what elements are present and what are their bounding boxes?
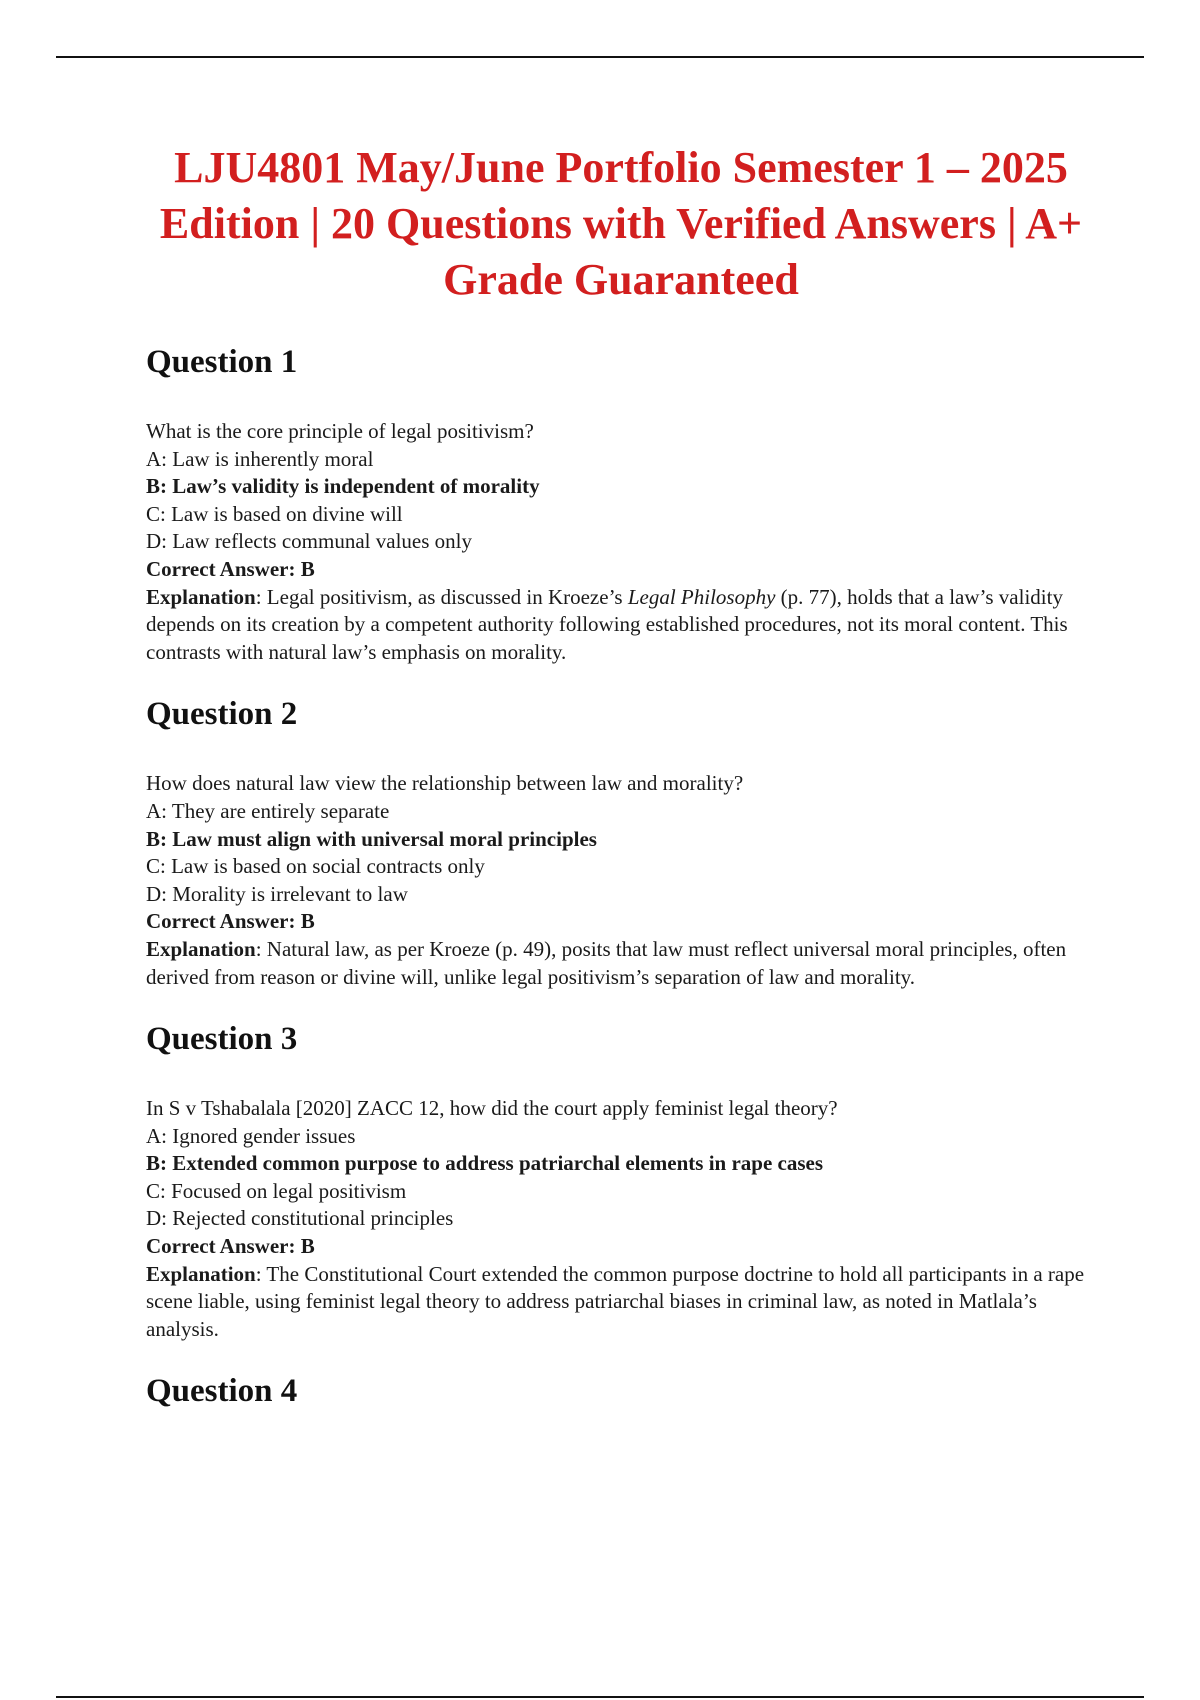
document-title: LJU4801 May/June Portfolio Semester 1 – 2025 Edition | 20 Questions with Verified Answers | A+ Grade Guaranteed (159, 143, 1083, 304)
option-a: A: Ignored gender issues (146, 1123, 356, 1148)
question-1 (146, 342, 1096, 666)
option-a: A: Law is inherently moral (146, 446, 374, 471)
option-d: D: Rejected constitutional principles (146, 1206, 454, 1231)
question-heading: Question 4 (146, 1373, 298, 1410)
explanation-label: Explanation (146, 584, 256, 609)
explanation-text: : Natural law, as per Kroeze (p. 49), posits that law must reflect universal moral principles, often derived from reason or divine will, unlike legal positivism’s separation of law and morality. (146, 936, 1067, 989)
option-a: A: They are entirely separate (146, 798, 390, 823)
option-c: C: Law is based on social contracts only (146, 854, 485, 879)
explanation-text-cont: (p. 77), holds that a law’s validity depends on its creation by a competent authority following established procedures, not its moral content. This contrasts with natural law’s emphasis on morality. (146, 584, 1068, 664)
book-title: Legal Philosophy (627, 584, 776, 609)
explanation-text: : The Constitutional Court extended the common purpose doctrine to hold all participants in a rape scene liable, using feminist legal theory to address patriarchal biases in criminal law, as noted in Matlala’s analysis. (146, 1261, 1085, 1341)
question-prompt: What is the core principle of legal positivism? (146, 419, 534, 443)
question-2 (146, 694, 1096, 991)
top-rule (56, 56, 1144, 58)
correct-answer: Correct Answer: B (146, 909, 315, 934)
document-page (146, 140, 1096, 1447)
correct-answer: Correct Answer: B (146, 556, 315, 581)
bottom-rule (56, 1696, 1144, 1698)
question-4 (146, 1371, 1096, 1411)
option-d: D: Morality is irrelevant to law (146, 881, 408, 906)
explanation (146, 584, 1096, 667)
explanation-label: Explanation (146, 936, 256, 961)
explanation (146, 1261, 1096, 1344)
explanation-text: : Legal positivism, as discussed in Kroeze’s (255, 584, 628, 609)
correct-answer: Correct Answer: B (146, 1234, 315, 1259)
explanation (146, 936, 1096, 991)
option-b-correct: B: Extended common purpose to address patriarchal elements in rape cases (146, 1151, 824, 1176)
option-b-correct: B: Law’s validity is independent of morality (146, 474, 540, 499)
question-heading: Question 3 (146, 1021, 298, 1058)
question-prompt: How does natural law view the relationship between law and morality? (146, 771, 744, 796)
question-3 (146, 1019, 1096, 1343)
explanation-label: Explanation (146, 1261, 256, 1286)
question-prompt: In S v Tshabalala [2020] ZACC 12, how did the court apply feminist legal theory? (146, 1096, 838, 1121)
option-b-correct: B: Law must align with universal moral principles (146, 826, 597, 851)
option-c: C: Focused on legal positivism (146, 1178, 407, 1203)
question-heading: Question 1 (146, 344, 298, 380)
question-heading: Question 2 (146, 696, 298, 733)
option-c: C: Law is based on divine will (146, 501, 403, 526)
option-d: D: Law reflects communal values only (146, 529, 472, 554)
